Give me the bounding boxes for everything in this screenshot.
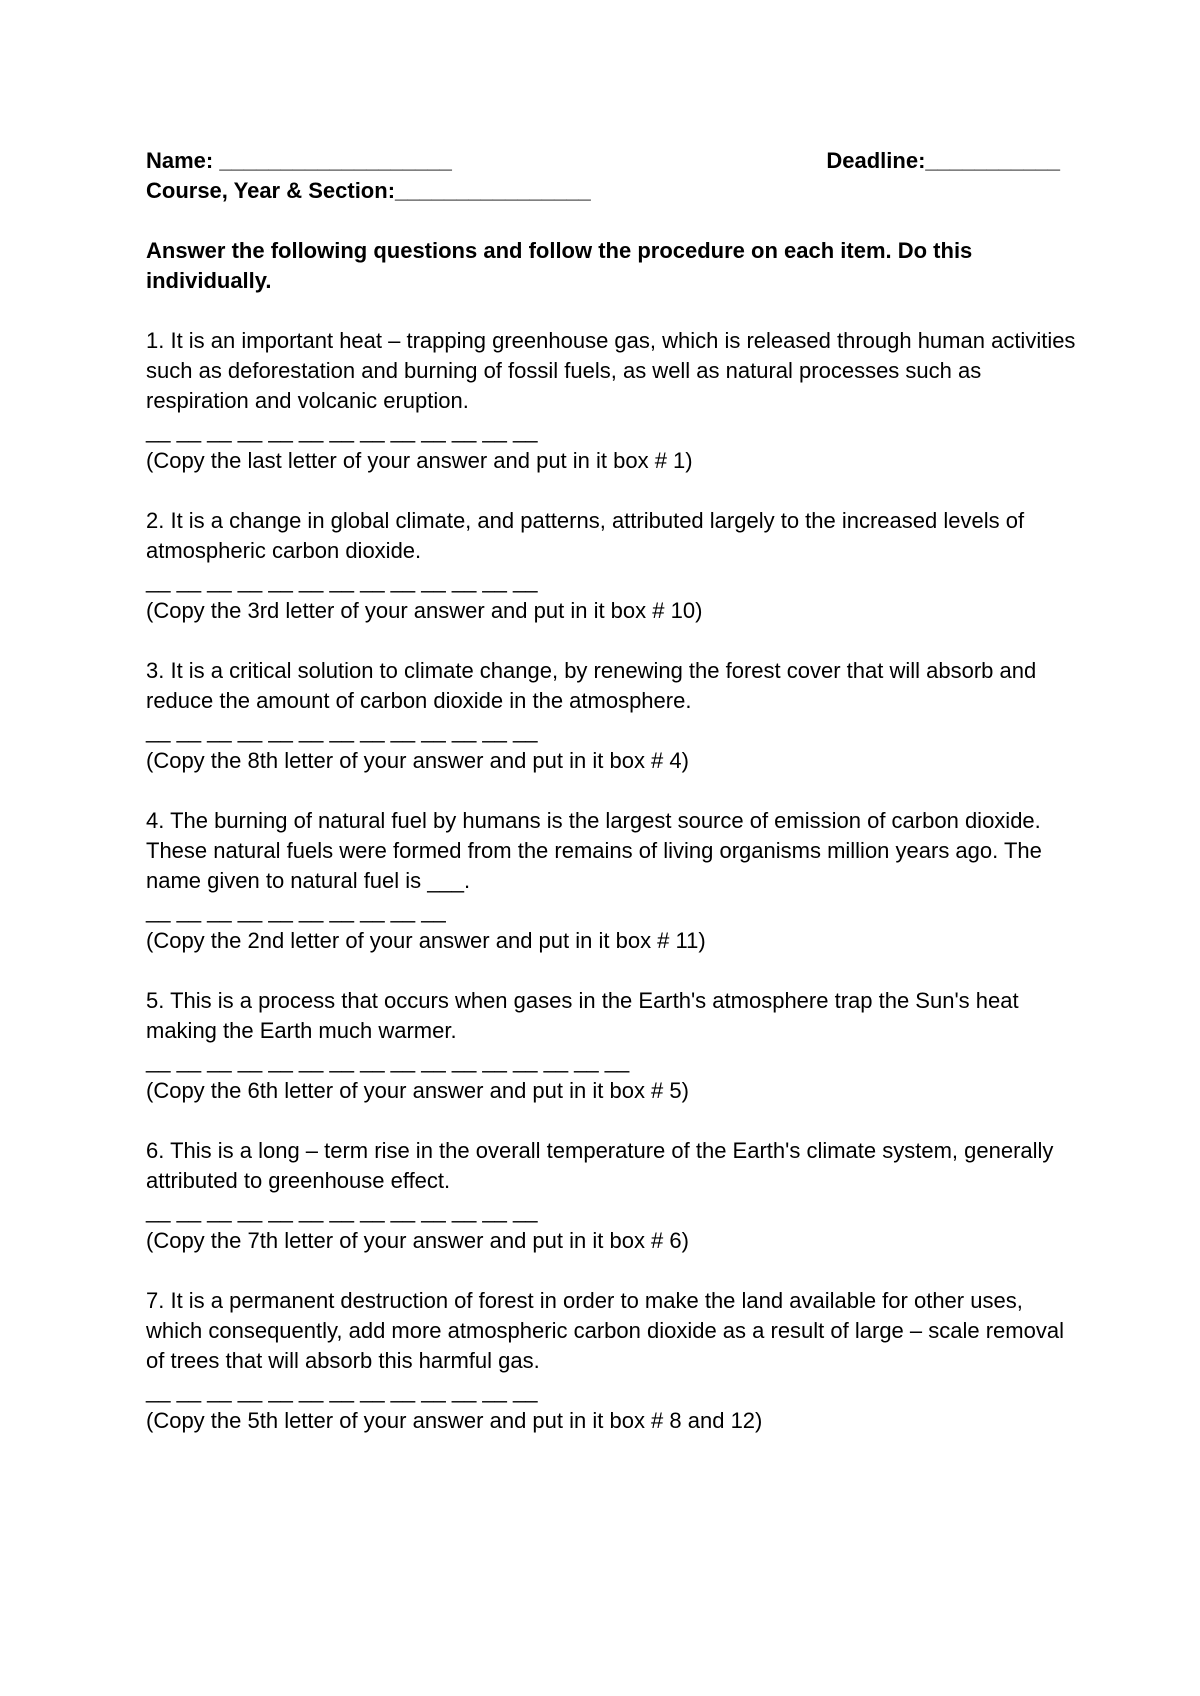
answer-blanks[interactable]: __ __ __ __ __ __ __ __ __ __ __ __ __ __ __ __: [146, 1048, 630, 1073]
question-note: (Copy the 8th letter of your answer and put in it box # 4): [146, 748, 689, 773]
header-row: [146, 146, 1076, 176]
instructions: Answer the following questions and follow the procedure on each item. Do this individually.: [146, 238, 973, 293]
question-2: [146, 506, 1076, 626]
question-note: (Copy the 5th letter of your answer and put in it box # 8 and 12): [146, 1408, 763, 1433]
question-text: 1. It is an important heat – trapping greenhouse gas, which is released through human activities such as deforestation and burning of fossil fuels, as well as natural processes such as respiration and volcanic eruption.: [146, 328, 1076, 413]
question-text: 4. The burning of natural fuel by humans is the largest source of emission of carbon dioxide. These natural fuels were formed from the remains of living organisms million years ago. The name given to natural fuel is ___.: [146, 808, 1042, 893]
question-text: 3. It is a critical solution to climate change, by renewing the forest cover that will absorb and reduce the amount of carbon dioxide in the atmosphere.: [146, 658, 1037, 713]
question-note: (Copy the 6th letter of your answer and put in it box # 5): [146, 1078, 689, 1103]
question-1: [146, 326, 1076, 476]
answer-blanks[interactable]: __ __ __ __ __ __ __ __ __ __ __ __ __: [146, 568, 538, 593]
answer-blanks[interactable]: __ __ __ __ __ __ __ __ __ __: [146, 898, 446, 923]
question-note: (Copy the 7th letter of your answer and put in it box # 6): [146, 1228, 689, 1253]
question-text: 2. It is a change in global climate, and patterns, attributed largely to the increased levels of atmospheric carbon dioxide.: [146, 508, 1025, 563]
question-text: 5. This is a process that occurs when gases in the Earth's atmosphere trap the Sun's heat making the Earth much warmer.: [146, 988, 1019, 1043]
question-note: (Copy the last letter of your answer and put in it box # 1): [146, 448, 693, 473]
question-6: [146, 1136, 1076, 1256]
question-3: [146, 656, 1076, 776]
course-year-section-field[interactable]: Course, Year & Section:________________: [146, 178, 591, 203]
question-7: [146, 1286, 1076, 1436]
answer-blanks[interactable]: __ __ __ __ __ __ __ __ __ __ __ __ __: [146, 418, 538, 443]
deadline-field[interactable]: Deadline:___________: [826, 148, 1060, 173]
question-4: [146, 806, 1076, 956]
name-field[interactable]: Name: ___________________: [146, 148, 452, 173]
question-note: (Copy the 2nd letter of your answer and put in it box # 11): [146, 928, 706, 953]
answer-blanks[interactable]: __ __ __ __ __ __ __ __ __ __ __ __ __: [146, 1198, 538, 1223]
question-5: [146, 986, 1076, 1106]
question-note: (Copy the 3rd letter of your answer and put in it box # 10): [146, 598, 703, 623]
question-text: 6. This is a long – term rise in the overall temperature of the Earth's climate system, generally attributed to greenhouse effect.: [146, 1138, 1054, 1193]
worksheet-page: [146, 146, 1076, 1436]
question-text: 7. It is a permanent destruction of forest in order to make the land available for other uses, which consequently, add more atmospheric carbon dioxide as a result of large – scale removal of trees that will absorb this harmful gas.: [146, 1288, 1064, 1373]
answer-blanks[interactable]: __ __ __ __ __ __ __ __ __ __ __ __ __: [146, 718, 538, 743]
answer-blanks[interactable]: __ __ __ __ __ __ __ __ __ __ __ __ __: [146, 1378, 538, 1403]
